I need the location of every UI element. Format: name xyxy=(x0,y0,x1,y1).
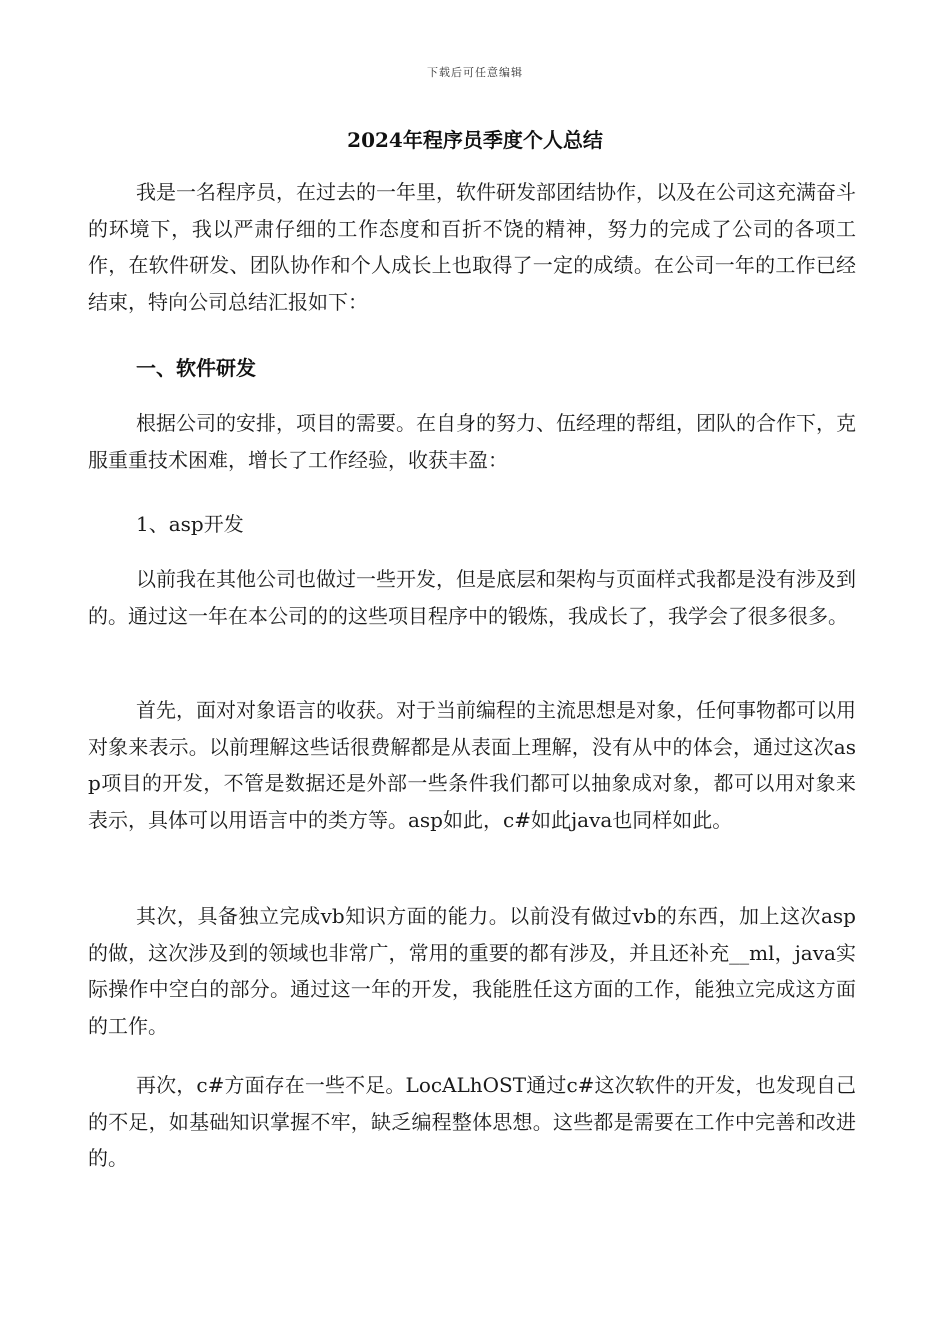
document-title: 2024年程序员季度个人总结 xyxy=(347,128,603,152)
asp-paragraph-1: 以前我在其他公司也做过一些开发，但是底层和架构与页面样式我都是没有涉及到的。通过这一年在本公司的的这些项目程序中的锻炼，我成长了，我学会了很多很多。 xyxy=(88,567,856,628)
sub-heading-asp: 1、asp开发 xyxy=(136,512,244,536)
intro-paragraph: 我是一名程序员，在过去的一年里，软件研发部团结协作，以及在公司这充满奋斗的环境下，我以严肃仔细的工作态度和百折不饶的精神，努力的完成了公司的各项工作，在软件研发、团队协作和个人成长上也取得了一定的成绩。在公司一年的工作已经结束，特向公司总结汇报如下： xyxy=(88,180,856,314)
asp-paragraph-3: 其次，具备独立完成vb知识方面的能力。以前没有做过vb的东西，加上这次asp的做，这次涉及到的领域也非常广，常用的重要的都有涉及，并且还补充__ml，java实际操作中空白的部分。通过这一年的开发，我能胜任这方面的工作，能独立完成这方面的工作。 xyxy=(88,904,856,1038)
asp-paragraph-2: 首先，面对对象语言的收获。对于当前编程的主流思想是对象，任何事物都可以用对象来表示。以前理解这些话很费解都是从表面上理解，没有从中的体会，通过这次asp项目的开发，不管是数据还是外部一些条件我们都可以抽象成对象，都可以用对象来表示，具体可以用语言中的类方等。asp如此，c#如此java也同样如此。 xyxy=(88,698,856,832)
header-note: 下载后可任意编辑 xyxy=(427,66,523,79)
section-intro-paragraph: 根据公司的安排，项目的需要。在自身的努力、伍经理的帮组，团队的合作下，克服重重技术困难，增长了工作经验，收获丰盈： xyxy=(88,411,856,472)
asp-paragraph-4: 再次，c#方面存在一些不足。LocALhOST通过c#这次软件的开发，也发现自己的不足，如基础知识掌握不牢，缺乏编程整体思想。这些都是需要在工作中完善和改进的。 xyxy=(88,1073,856,1170)
section-heading-software-dev: 一、软件研发 xyxy=(136,356,256,380)
